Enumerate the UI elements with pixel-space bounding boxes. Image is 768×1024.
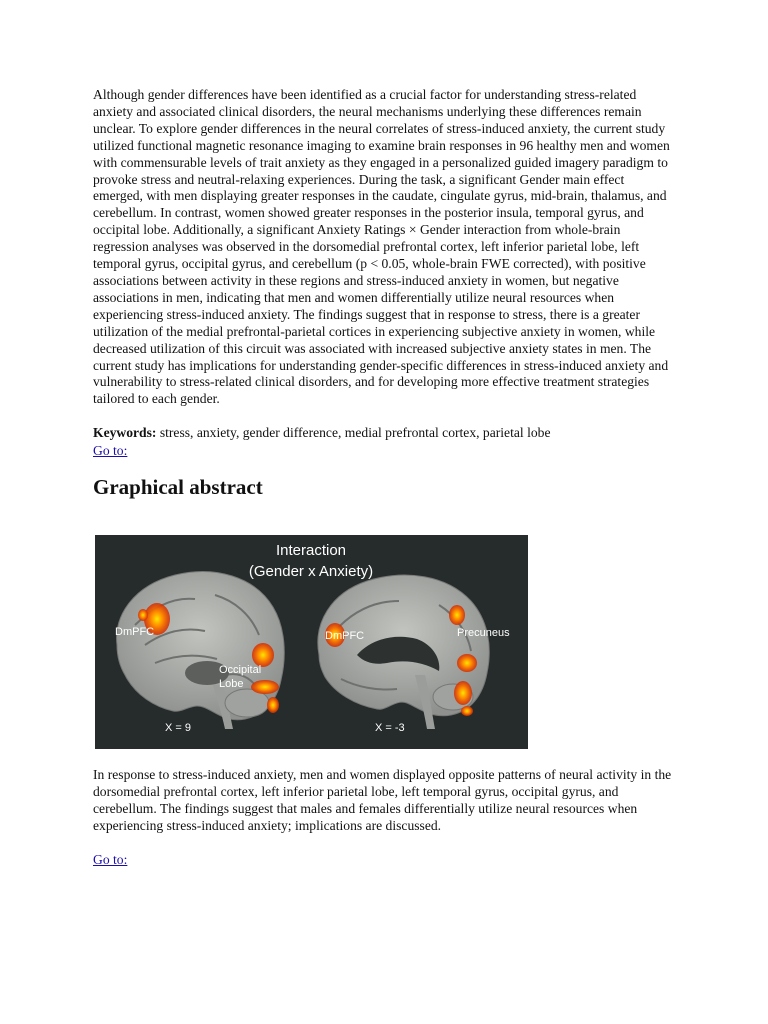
figure-caption: In response to stress-induced anxiety, men and women displayed opposite patterns of neural activity in the dorsomedial prefrontal cortex, left inferior parietal lobe, left temporal gyrus, occipital gyrus, and cerebellum. The findings suggest that males and females differentially utilize neural resources when experiencing stress-induced anxiety; implications are discussed. [93, 767, 672, 833]
article-page [93, 87, 677, 869]
section-title: Graphical abstract [93, 475, 263, 500]
figure-title-line2: (Gender x Anxiety) [248, 563, 374, 581]
label-dmpfc-right: DmPFC [325, 630, 365, 643]
figure-title-line1: Interaction [275, 542, 347, 560]
keywords-label: Keywords: [93, 425, 157, 441]
goto-link[interactable]: Go to: [93, 443, 128, 459]
label-occipital-line2: Lobe [219, 678, 244, 691]
keywords-text: stress, anxiety, gender difference, medial prefrontal cortex, parietal lobe [156, 425, 551, 441]
label-precuneus: Precuneus [457, 627, 510, 640]
graphical-abstract-figure [95, 535, 528, 749]
label-occipital-line1: Occipital [219, 664, 262, 677]
coord-left: X = 9 [165, 722, 191, 735]
coord-right: X = -3 [375, 722, 405, 735]
brain-figure-svg [95, 535, 528, 749]
abstract-text: Although gender differences have been identified as a crucial factor for understanding stress-related anxiety and associated clinical disorders, the neural mechanisms underlying these differences remain unclear. To explore gender differences in the neural correlates of stress-induced anxiety, the current study utilized functional magnetic resonance imaging to examine brain responses in 96 healthy men and women with commensurable levels of trait anxiety as they engaged in a personalized guided imagery paradigm to provoke stress and neutral-relaxing experiences. During the task, a significant Gender main effect emerged, with men displaying greater responses in the caudate, cingulate gyrus, mid-brain, thalamus, and cerebellum. In contrast, women showed greater responses in the posterior insula, temporal gyrus, and occipital lobe. Additionally, a significant Anxiety Ratings × Gender interaction from whole-brain regression analyses was observed in the dorsomedial prefrontal cortex, left inferior parietal lobe, left temporal gyrus, occipital gyrus, and cerebellum (p < 0.05, whole-brain FWE corrected), with positive associations between activity in these regions and stress-induced anxiety in women, but negative associations in men, indicating that men and women differentially utilize neural resources when experiencing stress-induced anxiety. The findings suggest that in response to stress, there is a greater utilization of the medial prefrontal-parietal cortices in experiencing subjective anxiety in women, while decreased utilization of this circuit was associated with increased subjective anxiety states in men. The current study has implications for understanding gender-specific differences in stress-induced anxiety and vulnerability to stress-related clinical disorders, and for developing more effective treatment strategies tailored to each gender. [93, 87, 670, 407]
goto-link[interactable]: Go to: [93, 851, 128, 867]
keywords-line [93, 424, 677, 441]
label-dmpfc-left: DmPFC [115, 626, 155, 639]
